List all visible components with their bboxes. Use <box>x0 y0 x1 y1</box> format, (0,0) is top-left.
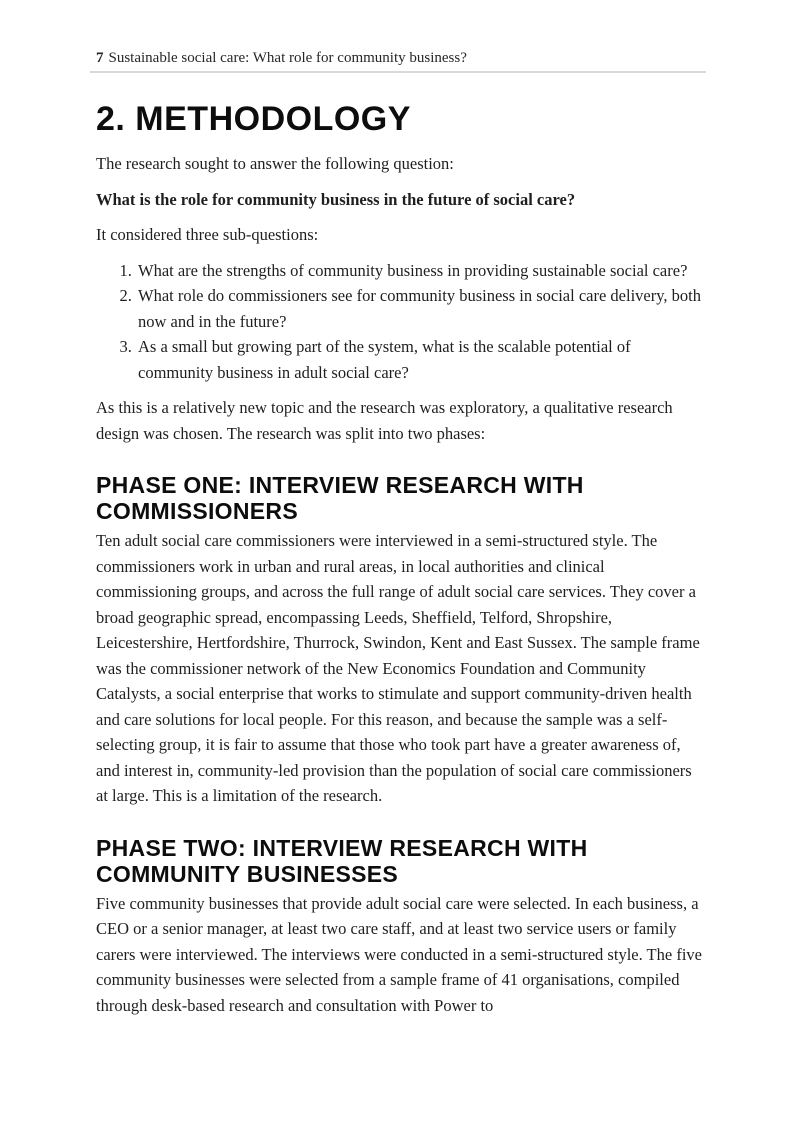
running-header-title: Sustainable social care: What role for community business? <box>108 50 467 66</box>
intro-paragraph: The research sought to answer the following question: <box>96 154 454 173</box>
chapter-title: 2. METHODOLOGY <box>96 100 411 138</box>
section-heading-phase-one: PHASE ONE: INTERVIEW RESEARCH WITH COMMISSIONERS <box>96 472 584 524</box>
sub-question-item: 3. As a small but growing part of the system, what is the scalable potential of community business in adult social care? <box>136 334 706 385</box>
section-body-phase-two: Five community businesses that provide adult social care were selected. In each business, a CEO or a senior manager, at least two care staff, and at least two service users or family carers were interviewed. The interviews were conducted in a semi-structured style. The five community businesses were selected from a sample frame of 41 organisations, compiled through desk-based research and consultation with Power to <box>96 893 702 1015</box>
running-header <box>96 48 706 68</box>
section-phase-two <box>96 835 706 1019</box>
sub-questions-intro: It considered three sub-questions: <box>96 225 319 244</box>
sub-question-item: 2. What role do commissioners see for community business in social care delivery, both now and in the future? <box>136 283 706 334</box>
page-number: 7 <box>96 50 104 66</box>
sub-question-item: 1. What are the strengths of community business in providing sustainable social care? <box>136 258 706 284</box>
section-heading-phase-two: PHASE TWO: INTERVIEW RESEARCH WITH COMMUNITY BUSINESSES <box>96 834 588 887</box>
sub-questions-list <box>96 258 706 386</box>
section-phase-one <box>96 472 706 809</box>
header-divider <box>90 71 706 73</box>
section-body-phase-one: Ten adult social care commissioners were interviewed in a semi-structured style. The commissioners work in urban and rural areas, in local authorities and clinical commissioning groups, and across the full range of adult social care services. They cover a broad geographic spread, encompassing Leeds, Sheffield, Telford, Shropshire, Leicestershire, Hertfordshire, Thurrock, Swindon, Kent and East Sussex. The sample frame was the commissioner network of the New Economics Foundation and Community Catalysts, a social enterprise that works to stimulate and support community-driven health and care solutions for local people. For this reason, and because the sample was a self-selecting group, it is fair to assume that those who took part have a greater awareness of, and interest in, community-led provision than the population of social care commissioners at large. This is a limitation of the research. <box>96 531 700 805</box>
research-question: What is the role for community business in the future of social care? <box>96 189 576 209</box>
design-paragraph: As this is a relatively new topic and the research was exploratory, a qualitative research design was chosen. The research was split into two phases: <box>96 398 673 443</box>
